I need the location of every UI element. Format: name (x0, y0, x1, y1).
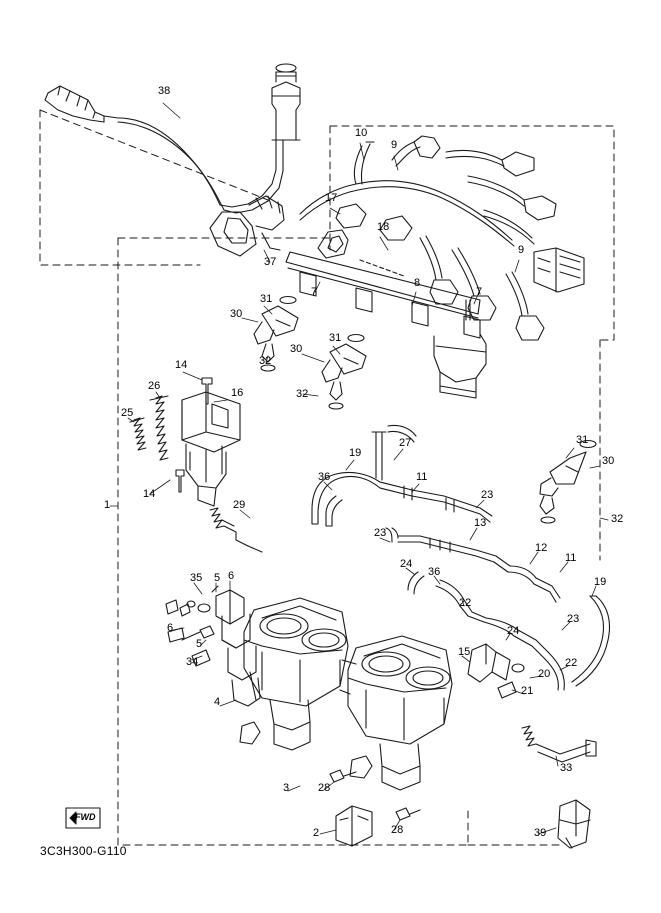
fwd-direction-marker (66, 808, 100, 828)
callout-23-b: 23 (374, 527, 387, 539)
callout-13: 13 (474, 517, 487, 529)
fwd-label: FWD (75, 812, 96, 822)
callout-27: 27 (399, 437, 412, 449)
callout-4: 4 (214, 696, 221, 708)
callout-30-c: 30 (602, 455, 615, 467)
callout-23-c: 23 (567, 613, 580, 625)
callout-7-right: 7 (476, 286, 483, 298)
callout-12: 12 (535, 542, 548, 554)
callout-31-a: 31 (260, 293, 273, 305)
callout-34: 34 (186, 656, 199, 668)
callout-20: 20 (538, 668, 551, 680)
callout-36-b: 36 (428, 566, 441, 578)
callout-32-a: 32 (259, 355, 272, 367)
callout-22-a: 22 (459, 597, 472, 609)
callout-11-b: 11 (565, 552, 577, 564)
callout-18: 18 (377, 221, 390, 233)
callout-19-right: 19 (594, 576, 607, 588)
callout-32-b: 32 (296, 388, 309, 400)
callout-37: 37 (264, 256, 277, 268)
part-code-label: 3C3H300-G110 (40, 844, 127, 858)
callout-25: 25 (121, 407, 134, 419)
callout-36-a: 36 (318, 471, 331, 483)
callout-28-a: 28 (318, 782, 331, 794)
callout-22-b: 22 (565, 657, 578, 669)
callout-19-left: 19 (349, 447, 362, 459)
callout-9-lower: 9 (518, 244, 525, 256)
callout-39: 39 (534, 827, 547, 839)
callout-24-b: 24 (507, 625, 520, 637)
callout-32-c: 32 (611, 513, 624, 525)
callout-28-b: 28 (391, 824, 404, 836)
callout-35: 35 (190, 572, 203, 584)
callout-31-c: 31 (576, 434, 589, 446)
callout-30-a: 30 (230, 308, 243, 320)
callout-38: 38 (158, 85, 171, 97)
callout-9-upper: 9 (391, 139, 398, 151)
callout-7-left: 7 (311, 286, 318, 298)
callout-8: 8 (414, 277, 421, 289)
callout-17: 17 (325, 192, 338, 204)
callout-10: 10 (355, 127, 368, 139)
callout-3: 3 (283, 782, 290, 794)
callout-23-a: 23 (481, 489, 494, 501)
callout-14-lower: 14 (143, 488, 156, 500)
callout-14-upper: 14 (175, 359, 188, 371)
callout-6-a: 6 (228, 570, 235, 582)
callout-31-b: 31 (329, 332, 342, 344)
callout-16: 16 (231, 387, 244, 399)
callout-33: 33 (560, 762, 573, 774)
callout-29: 29 (233, 499, 246, 511)
callout-5-b: 5 (196, 638, 203, 650)
callout-21: 21 (521, 685, 534, 697)
callout-6-b: 6 (167, 622, 174, 634)
callout-30-b: 30 (290, 343, 303, 355)
callout-15: 15 (458, 646, 471, 658)
callout-1: 1 (104, 499, 111, 511)
callout-24-a: 24 (400, 558, 413, 570)
callout-5-a: 5 (214, 572, 221, 584)
callout-2: 2 (313, 827, 320, 839)
callout-11-a: 11 (416, 471, 428, 483)
callout-26: 26 (148, 380, 161, 392)
